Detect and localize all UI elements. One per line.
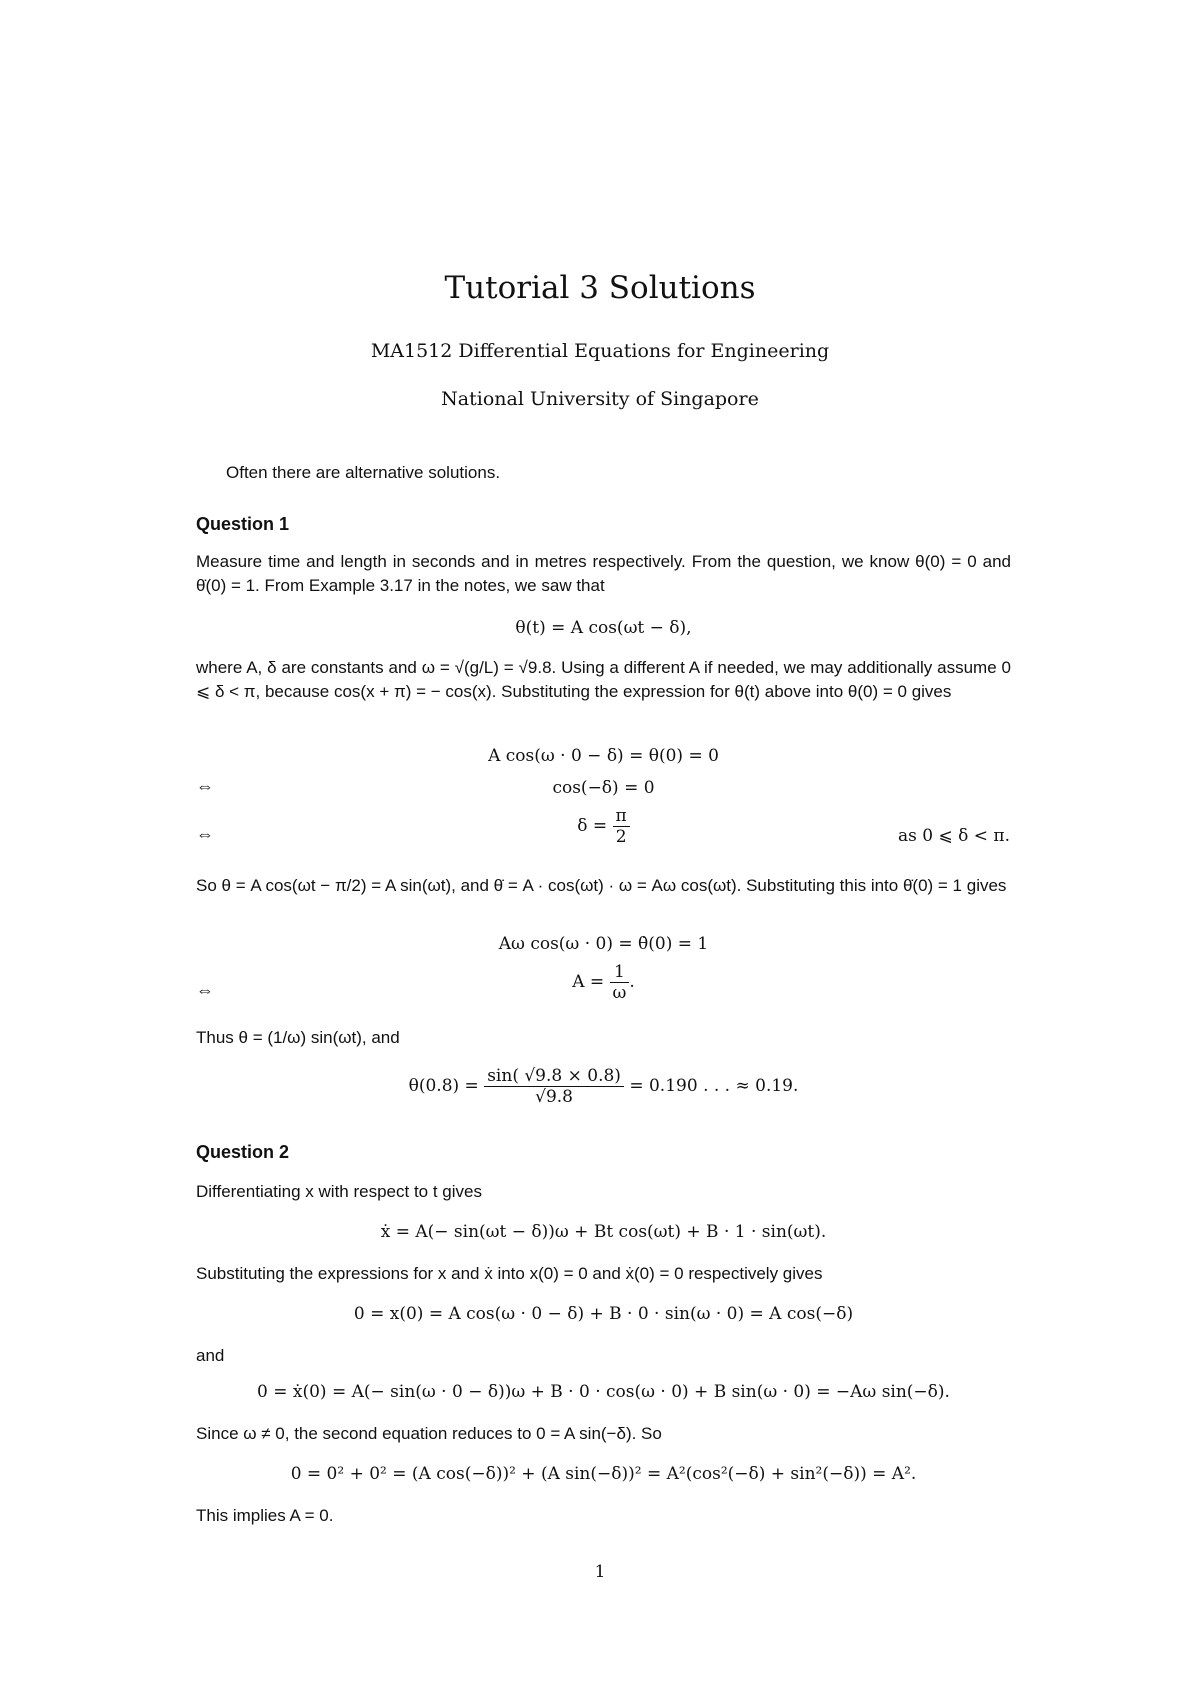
q2-and-text: and xyxy=(196,1346,225,1365)
q1-paragraph-2: where A, δ are constants and ω = √(g/L) = √9.8. Using a different A if needed, we may additionally assume 0 ⩽ δ < π, because cos(x + π) = − cos(x). Substituting the expression for θ(t) above into θ(0) = 0 gives xyxy=(196,658,1011,701)
fraction-denominator: ω xyxy=(612,983,627,1003)
document-title: Tutorial 3 Solutions xyxy=(444,270,756,306)
q2-paragraph-4: This implies A = 0. xyxy=(196,1506,334,1525)
q1-equation-2: A cos(ω · 0 − δ) = θ(0) = 0 xyxy=(488,746,719,766)
intro-text: Often there are alternative solutions. xyxy=(226,463,501,482)
fraction-numerator: sin( √9.8 × 0.8) xyxy=(484,1066,624,1087)
fraction-denominator: 2 xyxy=(615,827,627,847)
fraction-numerator: π xyxy=(613,806,630,827)
one-over-omega-fraction xyxy=(610,962,630,1003)
course-name: MA1512 Differential Equations for Engineering xyxy=(370,340,830,362)
q2-paragraph-3: Since ω ≠ 0, the second equation reduces to 0 = A sin(−δ). So xyxy=(196,1424,662,1443)
q1-equation-7 xyxy=(196,1066,1011,1107)
q1-equation-1: θ(t) = A cos(ωt − δ), xyxy=(515,618,692,638)
q1-paragraph-1: Measure time and length in seconds and in metres respectively. From the question, we know θ(0) = 0 and θ̇(0) = 1. From Example 3.17 in the notes, we saw that xyxy=(196,552,1011,595)
q2-paragraph-2: Substituting the expressions for x and ẋ into x(0) = 0 and ẋ(0) = 0 respectively gives xyxy=(196,1264,823,1283)
iff-symbol: ⇔ xyxy=(196,824,214,844)
theta-fraction xyxy=(484,1066,624,1107)
university-name: National University of Singapore xyxy=(441,388,759,410)
q2-equation-3: 0 = ẋ(0) = A(− sin(ω · 0 − δ))ω + B · 0 · cos(ω · 0) + B sin(ω · 0) = −Aω sin(−δ). xyxy=(257,1382,950,1402)
iff-symbol: ⇔ xyxy=(196,980,214,1000)
question-1-heading: Question 1 xyxy=(196,514,290,534)
q1-equation-4 xyxy=(196,806,1011,847)
q2-equation-4: 0 = 0² + 0² = (A cos(−δ))² + (A sin(−δ))² = A²(cos²(−δ) + sin²(−δ)) = A². xyxy=(290,1464,917,1484)
eq6-lhs: A = xyxy=(572,972,605,992)
page-number: 1 xyxy=(594,1562,606,1582)
eq7-lhs: θ(0.8) = xyxy=(408,1076,479,1096)
fraction-numerator: 1 xyxy=(610,962,630,983)
pi-over-2-fraction xyxy=(613,806,630,847)
iff-symbol: ⇔ xyxy=(196,776,214,796)
q1-paragraph-4: Thus θ = (1/ω) sin(ωt), and xyxy=(196,1028,400,1047)
q2-paragraph-1: Differentiating x with respect to t gives xyxy=(196,1182,482,1201)
q1-equation-6 xyxy=(196,962,1011,1003)
q2-equation-2: 0 = x(0) = A cos(ω · 0 − δ) + B · 0 · sin(ω · 0) = A cos(−δ) xyxy=(353,1304,854,1324)
q2-equation-1: ẋ = A(− sin(ωt − δ))ω + Bt cos(ωt) + B · 1 · sin(ωt). xyxy=(380,1222,827,1242)
eq7-rhs: = 0.190 . . . ≈ 0.19. xyxy=(629,1076,799,1096)
q1-paragraph-3: So θ = A cos(ωt − π/2) = A sin(ωt), and θ̇ = A · cos(ωt) · ω = Aω cos(ωt). Substituting this into θ̇(0) = 1 gives xyxy=(196,876,1007,895)
eq6-end: . xyxy=(629,972,635,992)
fraction-denominator: √9.8 xyxy=(535,1087,573,1107)
q1-equation-5: Aω cos(ω · 0) = θ̇(0) = 1 xyxy=(498,934,709,954)
question-2-heading: Question 2 xyxy=(196,1142,290,1162)
eq4-lhs: δ = xyxy=(577,816,608,836)
q1-equation-4-note: as 0 ⩽ δ < π. xyxy=(898,826,1010,846)
q1-equation-3: cos(−δ) = 0 xyxy=(552,778,655,798)
